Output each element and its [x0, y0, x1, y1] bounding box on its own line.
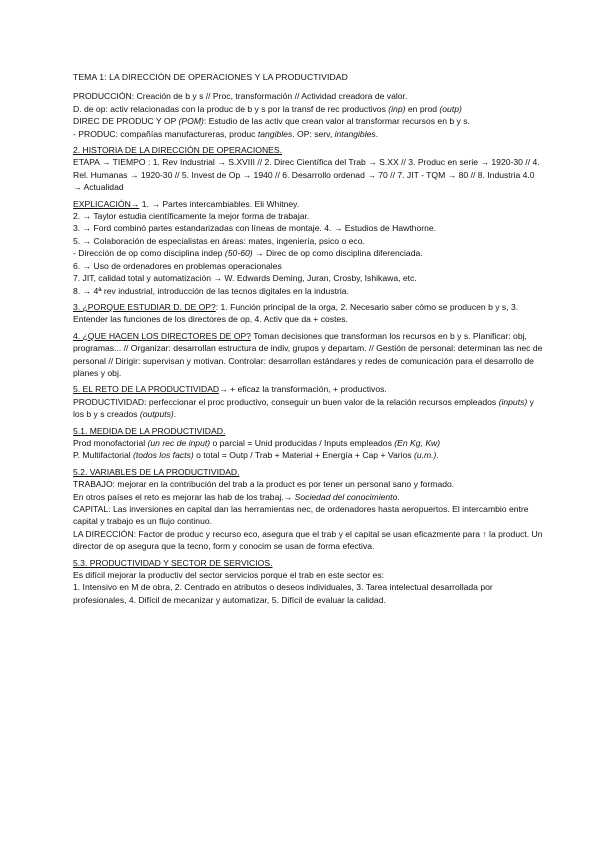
servicios-list: 1. Intensivo en M de obra, 2. Centrado en atributos o deseos individuales, 3. Tarea intelectual desarrollada por profesionales, 4. Difícil de mecanizar y automatizar, 5. Difícil de evaluar la calidad. — [73, 582, 493, 605]
page-title: TEMA 1: LA DIRECCIÓN DE OPERACIONES Y LA PRODUCTIVIDAD — [73, 72, 348, 82]
reto-section: 5. EL RETO DE LA PRODUCTIVIDAD→ + eficaz la transformación, + productivos. PRODUCTIVIDAD: perfeccionar el proc productivo, conseguir un buen valor de la relación recursos empleados (inputs) y los b y s creados (outputs). — [73, 383, 543, 420]
historia-etapas: ETAPA → TIEMPO : 1. Rev Industrial → S.XVIII // 2. Direc Científica del Trab → S.XX // 3. Produc en serie → 1920-30 // 4. Rel. Humanas → 1920-30 // 5. Invest de Op → 1940 // 6. Desarrollo ordenad → 70 // 7. JIT - TQM → 80 // 8. Industria 4.0 → Actualidad — [73, 157, 540, 193]
explicacion-line-6: 6. → Uso de ordenadores en problemas operacionales — [73, 260, 282, 271]
explicacion-line-7: 7. JIT, calidad total y automatización → W. Edwards Deming, Juran, Crosby, Ishikawa, etc. — [73, 273, 417, 284]
reto-heading: 5. EL RETO DE LA PRODUCTIVIDAD — [73, 384, 220, 395]
porque-text: : 1. Función principal de la orga, 2. Necesario saber cómo se producen b y s, 3. Entender las funciones de los directores de op, 4. Activ que da + costes. — [73, 301, 519, 325]
explicacion-line-4: 5. → Colaboración de especialistas en áreas: mates, ingeniería, psico o eco. — [73, 235, 365, 246]
servicios-section — [73, 557, 543, 607]
pom-definition: DIREC DE PRODUC Y OP (POM): Estudio de las activ que crean valor al transformar recursos en b y s. — [73, 116, 470, 127]
capital-text: CAPITAL: Las inversiones en capital dan las herramientas nec, de ordenadores hasta aeropuertos. El intercambio entre capital y trabajo es un flujo continuo. — [73, 504, 529, 527]
porque-section — [73, 301, 543, 326]
monofactorial-formula: Prod monofactorial (un rec de input) o parcial = Unid producidas / Inputs empleados (En Kg, Kw) — [73, 437, 441, 448]
explicacion-line-8: 8. → 4ª rev industrial, introducción de las tecnos digitales en la industria. — [73, 285, 349, 296]
variables-section — [73, 466, 543, 553]
explicacion-line-2: 2. → Taylor estudia científicamente la mejor forma de trabajar. — [73, 211, 310, 222]
servicios-heading: 5.3. PRODUCTIVIDAD Y SECTOR DE SERVICIOS. — [73, 557, 273, 568]
intro-section — [73, 90, 543, 140]
servicios-intro: Es difícil mejorar la productiv del sector servicios porque el trab en este sector es: — [73, 570, 384, 581]
explicacion-section — [73, 198, 543, 297]
direccion-op-definition: D. de op: activ relacionadas con la produc de b y s por la transf de rec productivos (inp) en prod (outp) — [73, 103, 462, 114]
explicacion-line-1: EXPLICACIÓN→ 1. → Partes intercambiables. Eli Whitney. — [73, 198, 300, 209]
trabajo-reto-text: En otros países el reto es mejorar las hab de los trabaj.→ Sociedad del conocimiento. — [73, 491, 400, 502]
explicacion-line-3: 3. → Ford combinó partes estandarizadas con líneas de montaje. 4. → Estudios de Hawthorne. — [73, 223, 437, 234]
historia-heading: 2. HISTORIA DE LA DIRECCIÓN DE OPERACIONES. — [73, 145, 283, 156]
document-content — [73, 71, 543, 610]
direccion-text: LA DIRECCIÓN: Factor de produc y recurso eco, asegura que el trab y el capital se usan eficazmente para ↑ la product. Un director de op asegura que la tecno, form y conocim se usan de forma efectiva. — [73, 528, 543, 552]
explicacion-line-5: - Dirección de op como disciplina indep (50-60) → Direc de op como disciplina diferenciada. — [73, 248, 423, 259]
multifactorial-formula: P. Multifactorial (todos los facts) o total = Outp / Trab + Material + Energía + Cap + Varios (u.m.). — [73, 450, 439, 461]
produccion-definition: PRODUCCIÓN: Creación de b y s // Proc, transformación // Actividad creadora de valor. — [73, 91, 408, 102]
directores-heading: 4. ¿QUE HACEN LOS DIRECTORES DE OP? — [73, 330, 251, 341]
trabajo-text: TRABAJO: mejorar en la contribución del trab a la product es por tener un personal sano y formado. — [73, 479, 455, 490]
directores-section — [73, 330, 543, 380]
medida-section — [73, 425, 543, 462]
produc-op-comparison: - PRODUC: compañías manufactureras, produc tangibles. OP: serv, intangibles. — [73, 128, 379, 139]
directores-text: Toman decisiones que transforman los recursos en b y s. Planificar: obj, programas... // Organizar: desarrollan estructura de indiv, grupos y departam. // Gestión de personal: determinan las nec de personal // Dirigir: supervisan y motivan. Controlar: desarrollan estándares y redes de comunicación para el desarrollo de planes y obj. — [73, 330, 543, 378]
porque-heading: 3. ¿PORQUE ESTUDIAR D. DE OP? — [73, 301, 216, 312]
productividad-definition: PRODUCTIVIDAD: perfeccionar el proc productivo, conseguir un buen valor de la relación recursos empleados (inputs) y los b y s creados (outputs). — [73, 396, 534, 420]
explicacion-heading: EXPLICACIÓN→ — [73, 198, 140, 209]
variables-heading: 5.2. VARIABLES DE LA PRODUCTIVIDAD. — [73, 466, 240, 477]
medida-heading: 5.1. MEDIDA DE LA PRODUCTIVIDAD. — [73, 425, 226, 436]
historia-section — [73, 144, 543, 194]
